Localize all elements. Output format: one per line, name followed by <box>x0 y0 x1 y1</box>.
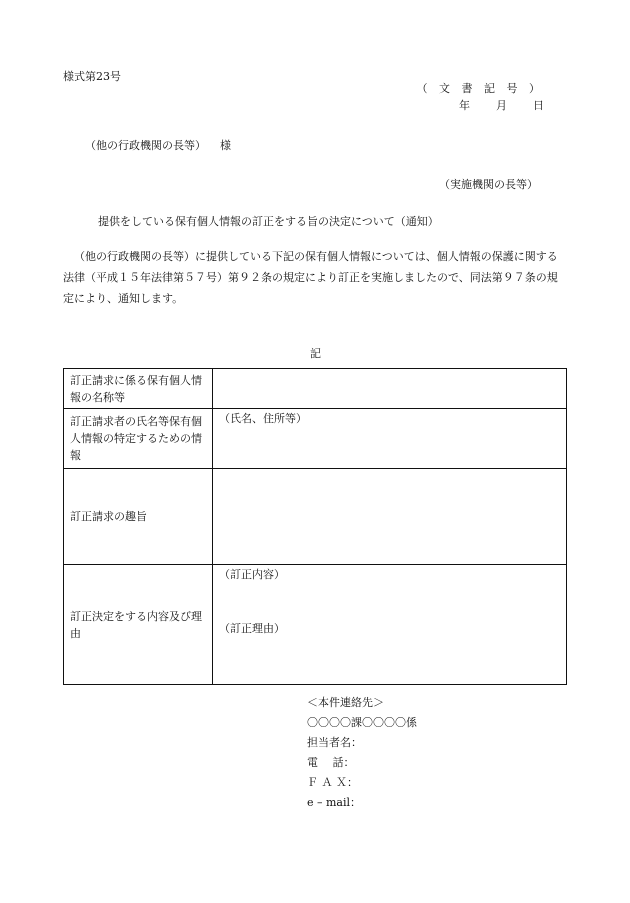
table-row <box>64 565 567 685</box>
details-table <box>63 368 567 685</box>
row-value <box>213 565 567 685</box>
row-label: 訂正請求に係る保有個人情報の名称等 <box>64 369 213 409</box>
date-day: 日 <box>533 99 544 112</box>
correction-reason-note: （訂正理由） <box>219 622 285 635</box>
correction-content-note: （訂正内容） <box>219 568 285 581</box>
row-value <box>213 369 567 409</box>
row-value: （氏名、住所等） <box>213 409 567 469</box>
date-month: 月 <box>496 99 507 112</box>
row-value <box>213 469 567 565</box>
table-row <box>64 369 567 409</box>
body-text: （他の行政機関の長等）に提供している下記の保有個人情報については、個人情報の保護に関する法律（平成１５年法律第５７号）第９２条の規定により訂正を実施しましたので、同法第９７条の規定により、通知します。 <box>63 250 558 305</box>
ki-heading: 記 <box>310 347 321 360</box>
contact-person: 担当者名： <box>307 736 362 749</box>
form-number: 様式第23号 <box>63 70 121 83</box>
contact-phone: 電 話： <box>307 756 355 769</box>
row-label: 訂正請求者の氏名等保有個人情報の特定するための情報 <box>64 409 213 469</box>
recipient-honorific: 様 <box>220 139 231 152</box>
contact-fax: Ｆ Ａ Ｘ： <box>307 776 358 789</box>
date-line <box>459 97 544 113</box>
contact-heading: ＜本件連絡先＞ <box>307 696 384 709</box>
contact-block <box>307 693 417 813</box>
recipient-name: （他の行政機関の長等） <box>85 139 206 152</box>
row-label: 訂正請求の趣旨 <box>64 469 213 565</box>
recipient <box>85 137 231 153</box>
table-row <box>64 409 567 469</box>
contact-department: 〇〇〇〇課〇〇〇〇係 <box>307 716 417 729</box>
sender: （実施機関の長等） <box>439 178 538 191</box>
subject-title: 提供をしている保有個人情報の訂正をする旨の決定について（通知） <box>98 215 439 228</box>
table-row <box>64 469 567 565</box>
date-year: 年 <box>459 99 470 112</box>
contact-email: e – mail： <box>307 796 362 809</box>
document-number: （ 文 書 記 号 ） <box>416 82 544 95</box>
row-label: 訂正決定をする内容及び理由 <box>64 565 213 685</box>
